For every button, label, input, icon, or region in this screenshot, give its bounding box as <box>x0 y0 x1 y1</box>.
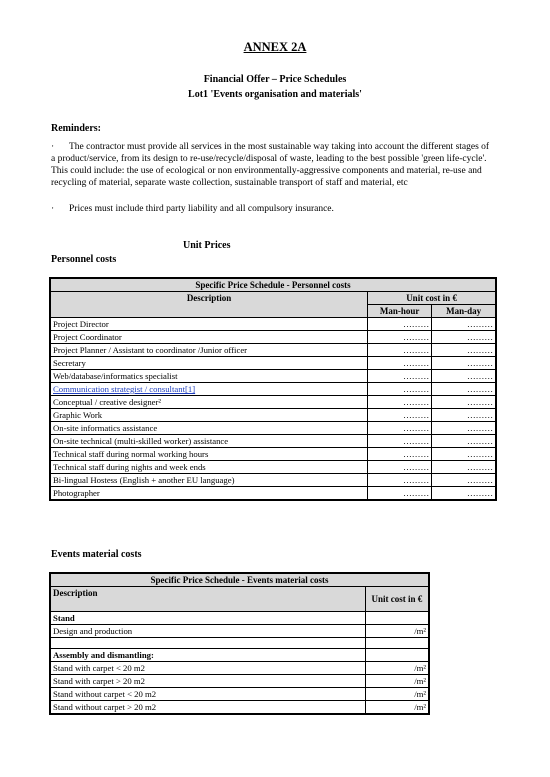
man-day-cell: ……… <box>432 487 496 501</box>
table-row <box>50 435 496 448</box>
unit-cell: /m² <box>365 662 429 675</box>
design-production-unit: /m² <box>365 625 429 638</box>
table-row <box>50 331 496 344</box>
man-day-cell: ……… <box>432 448 496 461</box>
man-day-cell: ……… <box>432 331 496 344</box>
empty-cell <box>365 649 429 662</box>
document-subtitle: Financial Offer – Price Schedules <box>203 74 347 85</box>
assembly-rows <box>50 662 429 715</box>
man-day-cell: ……… <box>432 435 496 448</box>
column-header-man-day: Man-day <box>432 305 496 318</box>
man-hour-cell: ……… <box>368 396 432 409</box>
table-row <box>50 344 496 357</box>
row-label: Technical staff during normal working hours <box>50 448 368 461</box>
man-hour-cell: ……… <box>368 344 432 357</box>
unit-cell: /m² <box>365 688 429 701</box>
empty-cell <box>365 612 429 625</box>
personnel-price-table <box>49 277 497 501</box>
reminders-heading: Reminders: <box>51 123 101 134</box>
design-production-label: Design and production <box>50 625 365 638</box>
reminder-item <box>51 142 491 190</box>
man-day-cell: ……… <box>432 461 496 474</box>
table-row <box>50 383 496 396</box>
man-day-cell: ……… <box>432 370 496 383</box>
row-label: On-site informatics assistance <box>50 422 368 435</box>
man-day-cell: ……… <box>432 474 496 487</box>
table-row <box>50 422 496 435</box>
table-row <box>50 675 429 688</box>
man-day-cell: ……… <box>432 409 496 422</box>
row-label: Graphic Work <box>50 409 368 422</box>
man-day-cell: ……… <box>432 396 496 409</box>
events-price-table <box>49 572 430 715</box>
events-material-heading: Events material costs <box>51 549 142 560</box>
personnel-rows <box>50 318 496 501</box>
row-label: Technical staff during nights and week ends <box>50 461 368 474</box>
man-hour-cell: ……… <box>368 448 432 461</box>
column-header-description: Description <box>50 587 365 612</box>
row-label: Stand with carpet < 20 m2 <box>50 662 365 675</box>
man-hour-cell: ……… <box>368 318 432 331</box>
column-header-unit-cost: Unit cost in € <box>365 587 429 612</box>
table-row <box>50 318 496 331</box>
man-hour-cell: ……… <box>368 370 432 383</box>
man-day-cell: ……… <box>432 344 496 357</box>
stand-heading: Stand <box>50 612 365 625</box>
table-title: Specific Price Schedule - Events material costs <box>50 573 429 587</box>
table-row <box>50 474 496 487</box>
column-header-unit-cost: Unit cost in € <box>368 292 496 305</box>
table-row <box>50 448 496 461</box>
row-label: Web/database/informatics specialist <box>50 370 368 383</box>
row-label: Conceptual / creative designer² <box>50 396 368 409</box>
row-label: Stand without carpet < 20 m2 <box>50 688 365 701</box>
man-hour-cell: ……… <box>368 357 432 370</box>
bullet-icon: · <box>51 142 55 152</box>
man-hour-cell: ……… <box>368 487 432 501</box>
bullet-icon: · <box>51 204 55 214</box>
table-row <box>50 357 496 370</box>
row-label: Project Director <box>50 318 368 331</box>
unit-prices-heading: Unit Prices <box>183 240 231 251</box>
personnel-costs-heading: Personnel costs <box>51 254 117 265</box>
man-day-cell: ……… <box>432 383 496 396</box>
row-label: Photographer <box>50 487 368 501</box>
assembly-heading: Assembly and dismantling: <box>50 649 365 662</box>
row-label: Stand without carpet > 20 m2 <box>50 701 365 715</box>
man-hour-cell: ……… <box>368 409 432 422</box>
lot-title: Lot1 'Events organisation and materials' <box>188 89 362 100</box>
man-day-cell: ……… <box>432 318 496 331</box>
column-header-description: Description <box>50 292 368 318</box>
reminder-text: Prices must include third party liability and all compulsory insurance. <box>69 204 334 214</box>
table-title: Specific Price Schedule - Personnel costs <box>50 278 496 292</box>
table-row <box>50 701 429 715</box>
reminder-text: The contractor must provide all services in the most sustainable way taking into account the different stages of a product/service, from its design to re-use/recycle/disposal of waste, leading to the best possible 'green life-cycle'. This could include: the use of ecological or non environmentally-aggressive components and material, re-use and recycling of material, separate waste collection, sustainable transport of staff and material, etc <box>51 142 490 188</box>
man-day-cell: ……… <box>432 422 496 435</box>
man-day-cell: ……… <box>432 357 496 370</box>
table-row <box>50 409 496 422</box>
table-row <box>50 688 429 701</box>
footnote-link[interactable]: Communication strategist / consultant[1] <box>50 383 368 396</box>
table-row <box>50 487 496 501</box>
row-label: Stand with carpet > 20 m2 <box>50 675 365 688</box>
table-row <box>50 662 429 675</box>
table-row <box>50 461 496 474</box>
empty-cell <box>365 638 429 649</box>
man-hour-cell: ……… <box>368 435 432 448</box>
column-header-man-hour: Man-hour <box>368 305 432 318</box>
table-row <box>50 370 496 383</box>
man-hour-cell: ……… <box>368 422 432 435</box>
reminder-item <box>51 204 491 216</box>
man-hour-cell: ……… <box>368 461 432 474</box>
table-row <box>50 396 496 409</box>
row-label: Bi-lingual Hostess (English + another EU language) <box>50 474 368 487</box>
annex-title: ANNEX 2A <box>243 40 307 54</box>
man-hour-cell: ……… <box>368 474 432 487</box>
unit-cell: /m² <box>365 675 429 688</box>
empty-cell <box>50 638 365 649</box>
row-label: On-site technical (multi-skilled worker) assistance <box>50 435 368 448</box>
row-label: Project Coordinator <box>50 331 368 344</box>
man-hour-cell: ……… <box>368 383 432 396</box>
man-hour-cell: ……… <box>368 331 432 344</box>
row-label: Secretary <box>50 357 368 370</box>
unit-cell: /m² <box>365 701 429 715</box>
row-label: Project Planner / Assistant to coordinator /Junior officer <box>50 344 368 357</box>
